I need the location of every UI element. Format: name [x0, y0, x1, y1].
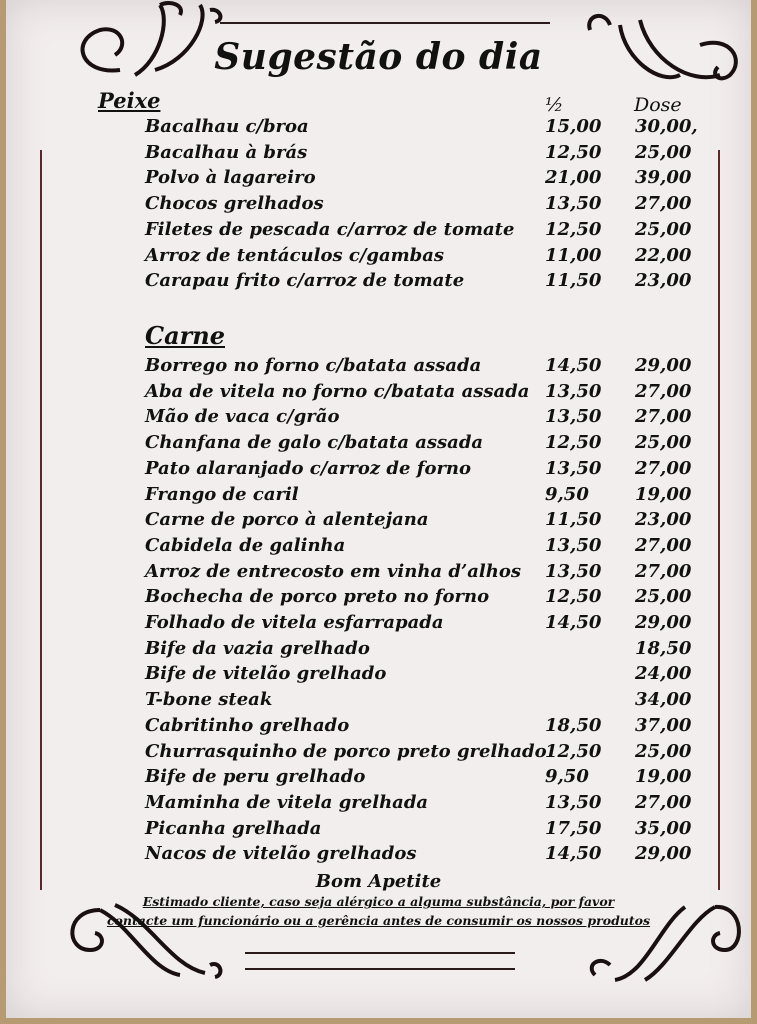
page-title: Sugestão do dia	[214, 36, 543, 78]
menu-item-row	[145, 270, 705, 295]
menu-item-half-price: 17,50	[545, 817, 602, 839]
menu-item-dose-price: 39,00	[635, 167, 692, 189]
menu-item-half-price: 13,50	[545, 534, 602, 556]
menu-item-dose-price: 35,00	[635, 817, 692, 839]
menu-item-row	[145, 792, 705, 817]
menu-item-name: Churrasquinho de porco preto grelhado	[145, 740, 547, 762]
menu-item-row	[145, 142, 705, 167]
menu-item-half-price: 9,50	[545, 766, 589, 788]
menu-item-dose-price: 27,00	[635, 193, 692, 215]
menu-item-row	[145, 689, 705, 714]
menu-item-dose-price: 25,00	[635, 141, 692, 163]
column-half-header: ½	[545, 94, 564, 116]
menu-item-name: Chocos grelhados	[145, 193, 324, 215]
closing-text: Bom Apetite	[315, 871, 442, 892]
menu-item-row	[145, 509, 705, 534]
menu-item-name: Arroz de tentáculos c/gambas	[145, 244, 445, 266]
menu-item-dose-price: 19,00	[635, 766, 692, 788]
menu-item-name: Frango de caril	[145, 483, 299, 505]
menu-item-row	[145, 219, 705, 244]
menu-item-row	[145, 715, 705, 740]
allergy-note-line2: contacte um funcionário ou a gerência antes de consumir os nossos produtos	[106, 913, 651, 928]
menu-item-name: Arroz de entrecosto em vinha d’alhos	[145, 560, 521, 582]
menu-item-half-price: 11,50	[545, 270, 602, 292]
menu-item-dose-price: 27,00	[635, 406, 692, 428]
menu-item-name: Bacalhau c/broa	[145, 116, 309, 137]
menu-item-half-price: 12,50	[545, 218, 602, 240]
menu-item-row	[145, 381, 705, 406]
menu-item-name: Bacalhau à brás	[145, 141, 308, 163]
menu-item-dose-price: 25,00	[635, 432, 692, 454]
menu-item-row	[145, 406, 705, 431]
flourish-bottom-right-icon	[575, 895, 755, 990]
menu-item-dose-price: 30,00,	[635, 116, 698, 137]
menu-item-row	[145, 484, 705, 509]
menu-item-name: Bife da vazia grelhado	[145, 637, 370, 659]
menu-item-dose-price: 23,00	[635, 270, 692, 292]
menu-item-row	[145, 638, 705, 663]
menu-item-row	[145, 245, 705, 270]
menu-item-dose-price: 29,00	[635, 843, 692, 865]
menu-item-half-price: 13,50	[545, 560, 602, 582]
menu-item-row	[145, 741, 705, 766]
menu-item-name: Picanha grelhada	[145, 817, 322, 839]
menu-item-row	[145, 586, 705, 611]
menu-item-name: Carapau frito c/arroz de tomate	[145, 270, 465, 292]
menu-item-half-price: 13,50	[545, 380, 602, 402]
menu-item-row	[145, 432, 705, 457]
menu-item-name: Bife de vitelão grelhado	[145, 663, 387, 685]
menu-item-half-price: 12,50	[545, 141, 602, 163]
menu-item-name: Nacos de vitelão grelhados	[145, 843, 417, 865]
menu-item-dose-price: 34,00	[635, 689, 692, 711]
menu-item-dose-price: 19,00	[635, 483, 692, 505]
section-carne: Carne	[145, 321, 226, 350]
menu-item-half-price: 13,50	[545, 406, 602, 428]
menu-item-dose-price: 25,00	[635, 218, 692, 240]
menu-item-dose-price: 18,50	[635, 637, 692, 659]
menu-item-name: Chanfana de galo c/batata assada	[145, 432, 484, 454]
menu-item-half-price: 14,50	[545, 612, 602, 633]
section-peixe: Peixe	[98, 88, 161, 113]
menu-item-dose-price: 37,00	[635, 714, 692, 736]
menu-item-dose-price: 24,00	[635, 663, 692, 685]
menu-item-name: Cabritinho grelhado	[145, 714, 350, 736]
menu-item-dose-price: 23,00	[635, 509, 692, 531]
menu-item-row	[145, 355, 705, 380]
menu-item-name: Borrego no forno c/batata assada	[145, 355, 482, 376]
menu-item-dose-price: 27,00	[635, 457, 692, 479]
menu-item-dose-price: 27,00	[635, 560, 692, 582]
allergy-note-line1: Estimado cliente, caso seja alérgico a alguma substância, por favor	[142, 894, 615, 909]
menu-item-name: Aba de vitela no forno c/batata assada	[145, 380, 530, 402]
bottom-rule-1	[245, 952, 515, 954]
menu-item-name: Bochecha de porco preto no forno	[145, 586, 490, 608]
title-rule	[220, 22, 550, 24]
menu-item-name: Polvo à lagareiro	[145, 167, 316, 189]
menu-item-half-price: 11,00	[545, 244, 602, 266]
menu-item-row	[145, 612, 705, 637]
menu-item-row	[145, 818, 705, 843]
menu-item-dose-price: 27,00	[635, 791, 692, 813]
menu-item-half-price: 12,50	[545, 740, 602, 762]
menu-item-name: Bife de peru grelhado	[145, 766, 366, 788]
menu-item-half-price: 11,50	[545, 509, 602, 531]
menu-item-half-price: 12,50	[545, 432, 602, 454]
left-border-line	[40, 150, 42, 890]
menu-item-name: Pato alaranjado c/arroz de forno	[145, 457, 472, 479]
menu-item-row	[145, 193, 705, 218]
menu-item-dose-price: 29,00	[635, 355, 692, 376]
menu-item-name: Folhado de vitela esfarrapada	[145, 612, 444, 633]
menu-item-row	[145, 766, 705, 791]
menu-item-row	[145, 167, 705, 192]
menu-item-dose-price: 29,00	[635, 612, 692, 633]
menu-item-dose-price: 25,00	[635, 740, 692, 762]
menu-item-dose-price: 27,00	[635, 380, 692, 402]
menu-item-name: Cabidela de galinha	[145, 534, 346, 556]
menu-item-half-price: 14,50	[545, 843, 602, 865]
menu-item-row	[145, 843, 705, 868]
menu-item-dose-price: 25,00	[635, 586, 692, 608]
right-border-line	[718, 150, 720, 890]
menu-item-row	[145, 561, 705, 586]
menu-item-row	[145, 663, 705, 688]
menu-item-row	[145, 535, 705, 560]
menu-item-half-price: 15,00	[545, 116, 602, 137]
menu-item-name: Maminha de vitela grelhada	[145, 791, 429, 813]
menu-item-name: T-bone steak	[145, 689, 273, 711]
menu-item-half-price: 12,50	[545, 586, 602, 608]
menu-item-half-price: 13,50	[545, 457, 602, 479]
menu-item-dose-price: 27,00	[635, 534, 692, 556]
menu-item-dose-price: 22,00	[635, 244, 692, 266]
menu-item-name: Filetes de pescada c/arroz de tomate	[145, 218, 515, 240]
menu-item-row	[145, 458, 705, 483]
menu-item-half-price: 14,50	[545, 355, 602, 376]
menu-item-half-price: 18,50	[545, 714, 602, 736]
bottom-rule-2	[245, 968, 515, 970]
menu-item-name: Carne de porco à alentejana	[145, 509, 429, 531]
menu-item-row	[145, 116, 705, 141]
menu-item-half-price: 9,50	[545, 483, 589, 505]
menu-item-name: Mão de vaca c/grão	[145, 406, 340, 428]
menu-item-half-price: 13,50	[545, 193, 602, 215]
column-dose-header: Dose	[634, 94, 682, 116]
menu-item-half-price: 13,50	[545, 791, 602, 813]
menu-item-half-price: 21,00	[545, 167, 602, 189]
